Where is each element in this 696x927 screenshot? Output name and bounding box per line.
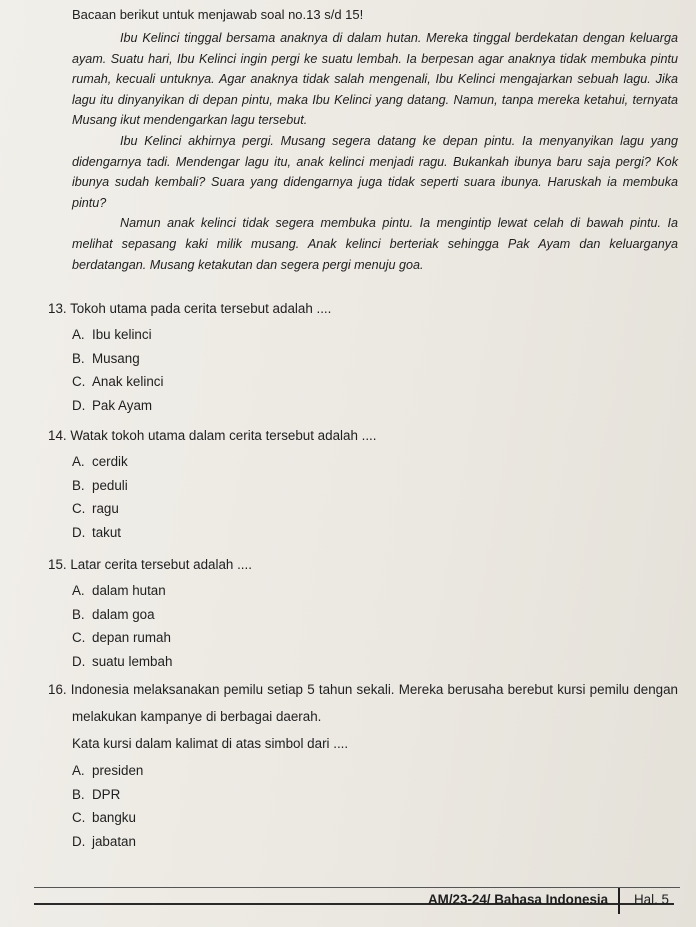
question-prompt: Kata kursi dalam kalimat di atas simbol dari .... <box>72 736 349 751</box>
option-a[interactable]: A. cerdik <box>72 454 128 469</box>
question-14 <box>48 426 678 544</box>
question-stem: 14. Watak tokoh utama dalam cerita tersebut adalah .... <box>48 428 377 443</box>
question-16 <box>48 676 678 853</box>
answer-options <box>72 759 678 853</box>
option-a[interactable]: A. dalam hutan <box>72 583 166 598</box>
page-number: Hal. 5 <box>634 892 669 907</box>
question-stem: 13. Tokoh utama pada cerita tersebut adalah .... <box>48 301 332 316</box>
option-b[interactable]: B. peduli <box>72 477 128 493</box>
option-d[interactable]: D. suatu lembah <box>72 653 173 669</box>
question-stem: 15. Latar cerita tersebut adalah .... <box>48 557 252 572</box>
story-paragraph-1: Ibu Kelinci tinggal bersama anaknya di dalam hutan. Mereka tinggal berdekatan dengan keluarga ayam. Suatu hari, Ibu Kelinci ingin pergi ke suatu lembah. Ia berpesan agar anaknya tidak membuka pintu rumah, kecuali untuknya. Agar anaknya tidak salah mengenali, Ibu Kelinci mengajarkan sebuah lagu. Jika lagu itu dinyanyikan di depan pintu, maka Ibu Kelinci yang datang. Namun, tanpa mereka ketahui, ternyata Musang ikut mendengarkan lagu tersebut. <box>72 31 678 128</box>
option-a[interactable]: A. presiden <box>72 763 144 778</box>
option-d[interactable]: D. takut <box>72 524 122 540</box>
footer-subject-code: AM/23-24/ Bahasa Indonesia <box>428 892 609 907</box>
footer-separator <box>618 888 620 914</box>
answer-options <box>72 450 678 544</box>
option-d[interactable]: D. jabatan <box>72 833 136 849</box>
story-paragraph-3: Namun anak kelinci tidak segera membuka pintu. Ia mengintip lewat celah di bawah pintu. Ia melihat sepasang kaki milik musang. Anak kelinci berteriak sehingga Pak Ayam dan keluarganya berdatangan. Musang ketakutan dan segera pergi menuju goa. <box>72 216 678 272</box>
option-b[interactable]: B. dalam goa <box>72 606 155 622</box>
answer-options <box>72 323 678 417</box>
story-paragraph-2: Ibu Kelinci akhirnya pergi. Musang segera datang ke depan pintu. Ia menyanyikan lagu yang didengarnya tadi. Mendengar lagu itu, anak kelinci menjadi ragu. Bukankah ibunya baru saja pergi? Kok ibunya sudah kembali? Suara yang didengarnya juga tidak seperti suara ibunya. Haruskah ia membuka pintu? <box>72 133 678 210</box>
option-b[interactable]: B. Musang <box>72 350 140 366</box>
question-stem: 16. Indonesia melaksanakan pemilu setiap 5 tahun sekali. Mereka berusaha berebut kursi pemilu dengan melakukan kampanye di berbagai daerah. <box>48 682 678 724</box>
question-13 <box>48 299 678 417</box>
footer-divider-thin <box>34 887 680 888</box>
answer-options <box>72 579 678 673</box>
reading-instruction: Bacaan berikut untuk menjawab soal no.13 s/d 15! <box>72 7 364 22</box>
story-passage <box>72 28 678 275</box>
option-c[interactable]: C. bangku <box>72 810 136 825</box>
option-b[interactable]: B. DPR <box>72 786 121 802</box>
option-d[interactable]: D. Pak Ayam <box>72 397 153 413</box>
option-a[interactable]: A. Ibu kelinci <box>72 327 152 342</box>
option-c[interactable]: C. depan rumah <box>72 630 171 645</box>
question-15 <box>48 555 678 673</box>
option-c[interactable]: C. ragu <box>72 501 119 516</box>
option-c[interactable]: C. Anak kelinci <box>72 374 164 389</box>
